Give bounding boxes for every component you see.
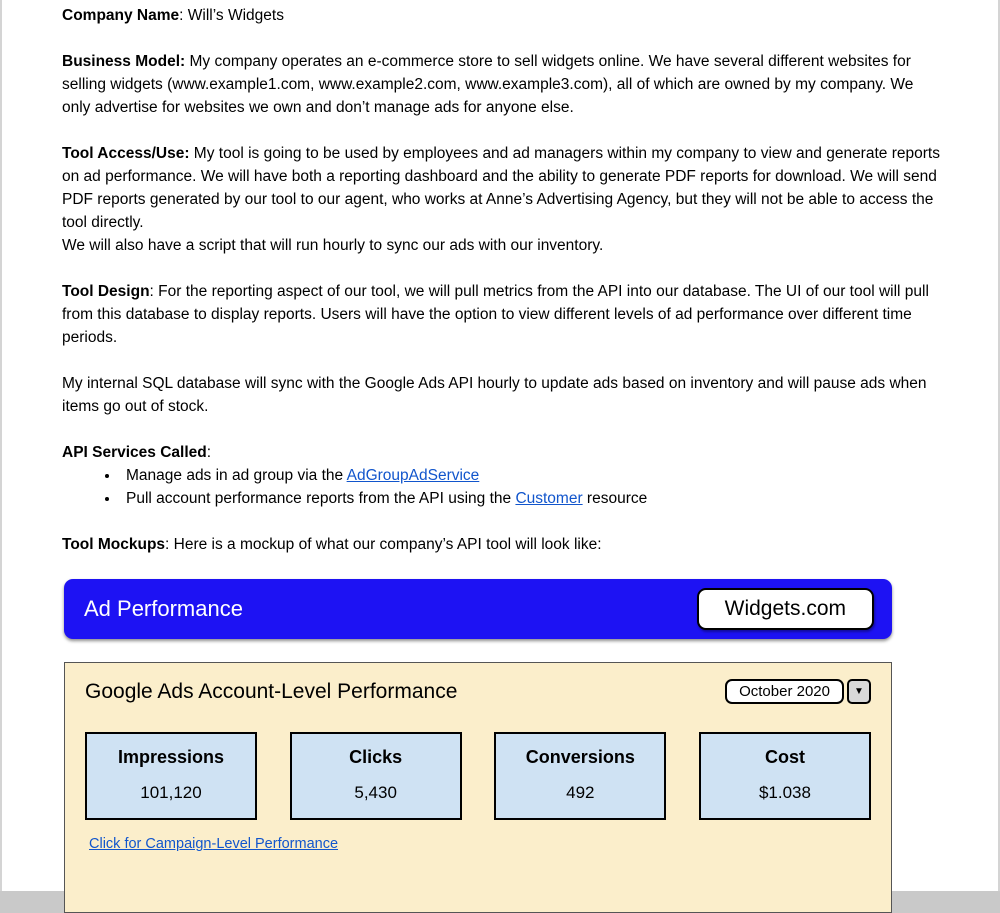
metrics-row xyxy=(85,732,871,820)
company-name-line xyxy=(62,4,940,27)
panel-header-row xyxy=(85,679,871,704)
campaign-level-performance-link[interactable]: Click for Campaign-Level Performance xyxy=(89,836,339,852)
adgroupadservice-link[interactable]: AdGroupAdService xyxy=(346,467,480,484)
metric-label: Conversions xyxy=(525,747,635,767)
metric-value: 5,430 xyxy=(354,783,397,802)
list-item xyxy=(120,487,940,510)
tool-mockups-paragraph xyxy=(62,533,940,556)
conversions-card xyxy=(494,732,666,820)
campaign-link-row xyxy=(89,836,871,852)
impressions-card xyxy=(85,732,257,820)
cost-card xyxy=(699,732,871,820)
metric-label: Cost xyxy=(764,747,805,767)
sql-sync-paragraph: My internal SQL database will sync with the Google Ads API hourly to update ads based on inventory and will pause ads when items go out of stock. xyxy=(62,375,927,415)
mockup-header-bar xyxy=(64,579,892,639)
tool-access-text-2: We will also have a script that will run hourly to sync our ads with our inventory. xyxy=(62,237,604,254)
date-dropdown-value[interactable]: October 2020 xyxy=(725,679,844,704)
account-performance-panel xyxy=(64,662,892,913)
api-services-label: API Services Called xyxy=(62,444,207,461)
business-model-label: Business Model: xyxy=(62,53,186,70)
metric-label: Impressions xyxy=(117,747,225,767)
company-name-value: : Will’s Widgets xyxy=(179,7,284,24)
tool-design-label: Tool Design xyxy=(62,283,150,300)
business-model-text: My company operates an e-commerce store to sell widgets online. We have several different websites for selling widgets (www.example1.com, www.example2.com, www.example3.com), all of which are owned by my company. We only advertise for websites we own and don’t manage ads for anyone else. xyxy=(62,53,914,116)
metric-value: 492 xyxy=(566,783,595,802)
api-services-heading xyxy=(62,441,940,464)
panel-title: Google Ads Account-Level Performance xyxy=(85,679,458,703)
bullet-1-text: Manage ads in ad group via the xyxy=(126,467,347,484)
list-item xyxy=(120,464,940,487)
customer-resource-link[interactable]: Customer xyxy=(515,490,583,507)
bullet-2-text: Pull account performance reports from the API using the xyxy=(126,490,516,507)
bullet-2-post: resource xyxy=(582,490,648,507)
date-range-dropdown[interactable] xyxy=(725,679,871,704)
business-model-paragraph xyxy=(62,50,940,119)
tool-mockup xyxy=(64,579,892,913)
company-name-label: Company Name xyxy=(62,7,180,24)
metric-value: 101,120 xyxy=(140,783,202,802)
metric-value: $1.038 xyxy=(758,783,811,802)
tool-mockups-text: : Here is a mockup of what our company’s API tool will look like: xyxy=(165,536,602,553)
clicks-card xyxy=(290,732,462,820)
tool-access-text-1: My tool is going to be used by employees and ad managers within my company to view and generate reports on ad performance. We will have both a reporting dashboard and the ability to generate PDF reports for download. We will send PDF reports generated by our tool to our agent, who works at Anne’s Advertising Agency, but they will not be able to access the tool directly. xyxy=(62,145,940,231)
brand-logo: Widgets.com xyxy=(697,588,874,630)
metric-label: Clicks xyxy=(349,747,403,767)
tool-design-text: : For the reporting aspect of our tool, we will pull metrics from the API into our database. The UI of our tool will pull from this database to display reports. Users will have the option to view different levels of ad performance over different time periods. xyxy=(62,283,929,346)
api-services-colon: : xyxy=(206,444,212,461)
tool-access-paragraph xyxy=(62,142,940,257)
tool-mockups-label: Tool Mockups xyxy=(62,536,166,553)
api-services-list xyxy=(62,464,940,510)
tool-access-label: Tool Access/Use: xyxy=(62,145,190,162)
mockup-title: Ad Performance xyxy=(84,596,243,621)
tool-design-paragraph xyxy=(62,280,940,349)
chevron-down-icon[interactable]: ▼ xyxy=(847,679,871,704)
